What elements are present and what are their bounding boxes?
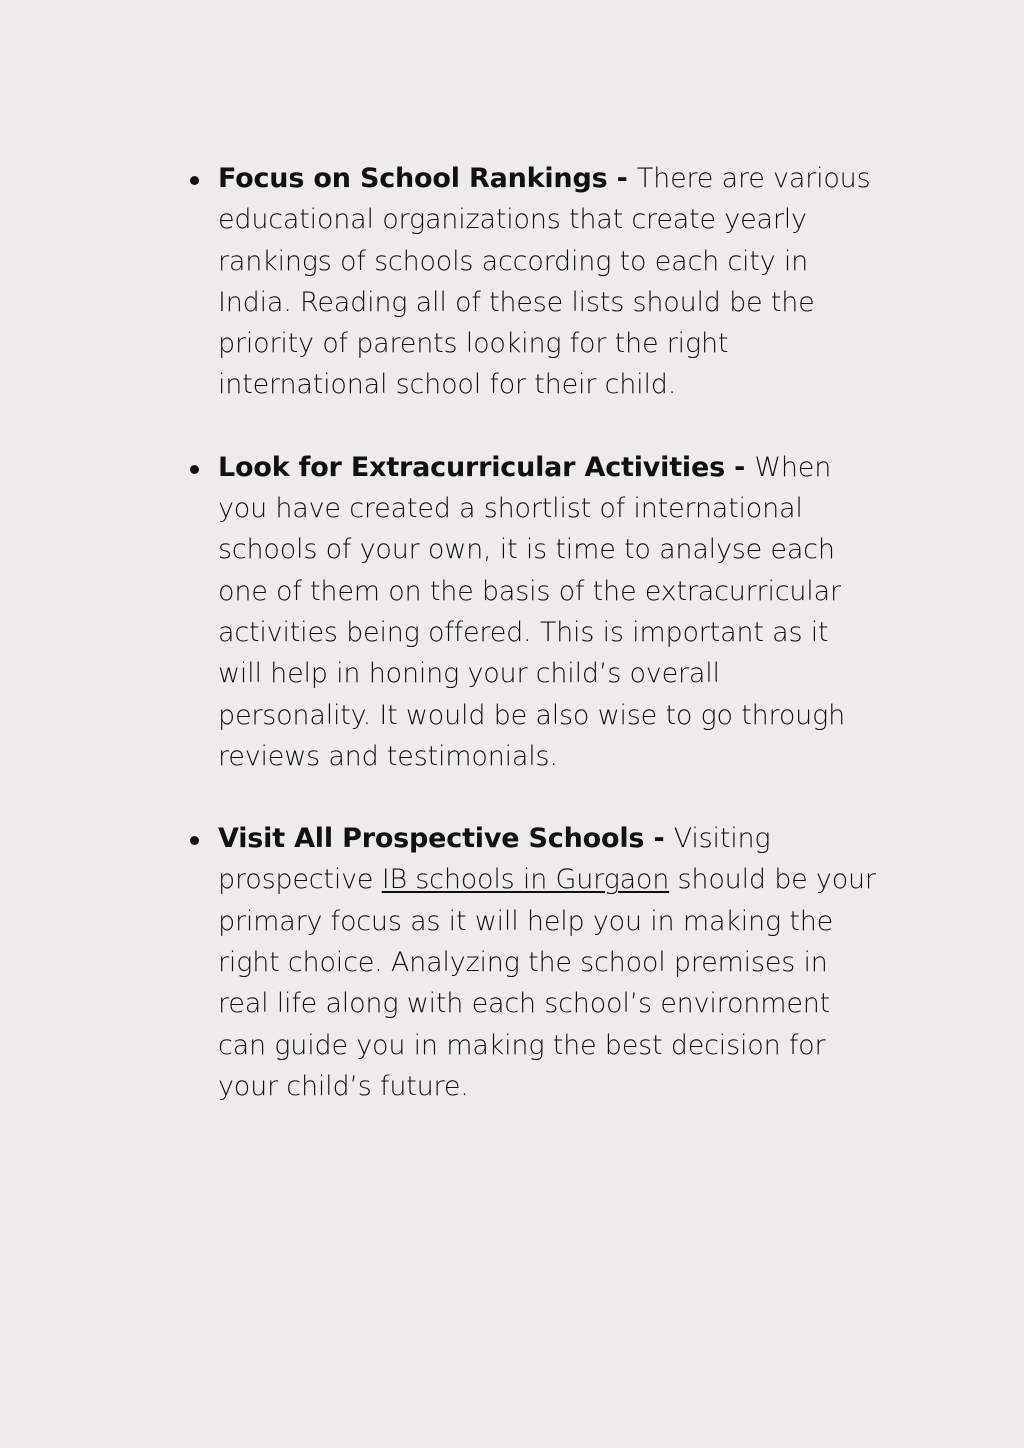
item-heading: Visit All Prospective Schools - — [218, 823, 674, 855]
list-item-visit-schools — [190, 818, 880, 1107]
item-text-after-link: should be your primary focus as it will help you in making the right choice. Analyzing the school premises in real life along with each school’s environment can guide you in making the best decision for your child’s future. — [218, 864, 876, 1102]
bullet-icon — [190, 176, 199, 185]
bullet-icon — [190, 465, 199, 474]
list-item-extracurricular-activities — [190, 447, 880, 777]
item-text: There are various educational organizations that create yearly rankings of schools according to each city in India. Reading all of these lists should be the priority of parents looking for the right international school for their child. — [218, 163, 871, 401]
item-text-before-link: Visiting prospective — [218, 823, 771, 896]
item-heading: Look for Extracurricular Activities - — [218, 451, 755, 483]
ib-schools-link[interactable]: IB schools in Gurgaon — [381, 864, 670, 896]
item-heading: Focus on School Rankings - — [218, 163, 637, 194]
item-text: When you have created a shortlist of international schools of your own, it is time to analyse each one of them on the basis of the extracurricular activities being offered. This is important as it will help in honing your child’s overall personality. It would be also wise to go through reviews and testimonials. — [218, 451, 845, 772]
tips-list — [190, 158, 880, 1107]
bullet-icon — [190, 836, 199, 845]
list-item-school-rankings — [190, 158, 880, 406]
